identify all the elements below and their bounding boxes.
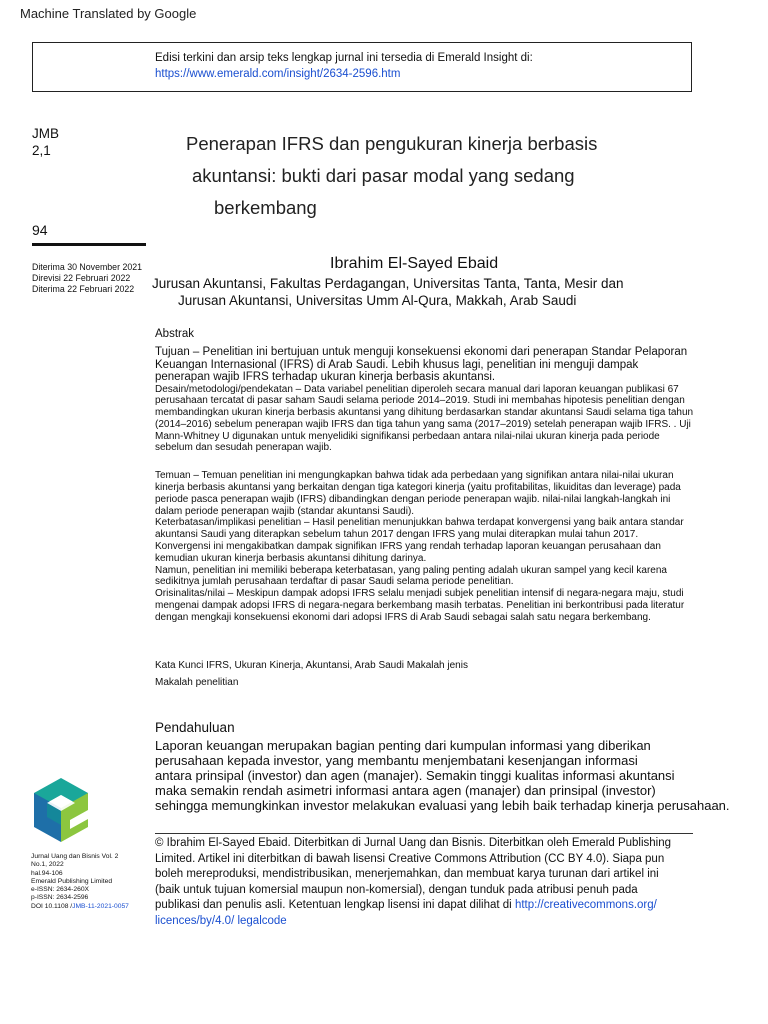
copyright-line: boleh mereproduksi, mendistribusikan, menerjemahkan, dan membuat karya turunan dari artikel ini — [155, 868, 659, 880]
emerald-publishing-logo-icon — [30, 776, 92, 846]
date-received: Diterima 30 November 2021 — [32, 262, 143, 272]
introduction-body — [155, 738, 765, 813]
copyright-line: Limited. Artikel ini diterbitkan di bawah lisensi Creative Commons Attribution (CC BY 4.0). Siapa pun — [155, 852, 665, 865]
abstract-originality: Orisinalitas/nilai – Meskipun dampak adopsi IFRS selalu menjadi subjek penelitian intensif di negara-negara maju, studi mengenai dampak adopsi IFRS di negara-negara berkembang masih terbatas. Penelitian ini berkontribusi pada literatur dengan mengkaji konsekuensi ekonomi dari adopsi IFRS di Arab Saudi sebagai salah satu negara berkembang. — [155, 588, 685, 623]
abstract-findings: Temuan – Temuan penelitian ini mengungkapkan bahwa tidak ada perbedaan yang signifikan antara nilai-nilai ukuran kinerja berbasis akuntansi yang berkaitan dengan tiga kategori kinerja (yaitu profitabilitas, likuiditas dan leverage) pada periode pasca penerapan wajib (IFRS) dibandingkan dengan periode penerapan wajib. nilai-nilai langkah-langkah ini dalam periode penerapan wajib (standar akuntansi Saudi). — [155, 470, 681, 517]
abstract-design: Desain/metodologi/pendekatan – Data variabel penelitian diperoleh secara manual dari laporan keuangan publikasi 67 perusahaan tercatat di pasar saham Saudi selama periode 2014–2019. Studi ini membahas hipotesis penelitian dengan membandingkan ukuran kinerja berbasis akuntansi yang dihitung berdasarkan standar akuntansi Saudi selama tiga tahun (2014–2016) sebelum penerapan wajib IFRS dan tiga tahun yang sama (2017–2019) setelah penerapan wajib IFRS. . Uji Mann-Whitney U digunakan untuk menyelidiki signifikansi perbedaan antara nilai-nilai ukuran kinerja pada periode sebelum dan sesudah penerapan wajib. — [155, 383, 694, 454]
page-number: 94 — [32, 222, 48, 238]
footnote-divider — [155, 833, 693, 834]
availability-notice — [32, 42, 692, 92]
paper-type: Makalah penelitian — [155, 677, 239, 688]
journal-volume: 2,1 — [32, 143, 51, 158]
journal-info-line: Emerald Publishing Limited — [31, 877, 113, 885]
submission-dates — [32, 262, 142, 295]
doi-line — [31, 903, 151, 911]
intro-line: perusahaan kepada investor, yang membantu menjembatani kesenjangan informasi — [155, 753, 638, 768]
date-revised: Direvisi 22 Februari 2022 — [32, 273, 131, 283]
abstract-implications: Keterbatasan/implikasi penelitian – Hasil penelitian menunjukkan bahwa terdapat konvergensi yang baik antara standar akuntansi Saudi yang diterapkan sebelum tahun 2017 dengan IFRS yang mulai diterapkan mulai tahun 2017. Konvergensi ini mengakibatkan dampak signifikan IFRS yang rendah terhadap laporan keuangan perusahaan dan kemudian ukuran kinerja berbasis akuntansi dihitung darinya. — [155, 517, 684, 564]
doi-link[interactable]: JMB-11-2021-0057 — [72, 902, 129, 910]
affiliation-line: Jurusan Akuntansi, Universitas Umm Al-Qura, Makkah, Arab Saudi — [178, 293, 577, 308]
abstract-body — [155, 346, 695, 624]
article-title — [186, 128, 656, 224]
abstract-purpose: Tujuan – Penelitian ini bertujuan untuk menguji konsekuensi ekonomi dari penerapan Standar Pelaporan Keuangan Internasional (IFRS) di Arab Saudi. Lebih khusus lagi, penelitian ini menguji dampak penerapan wajib IFRS terhadap ukuran kinerja berbasis akuntansi. — [155, 346, 688, 383]
journal-code — [32, 125, 59, 159]
journal-info-line: p-ISSN: 2634-2596 — [31, 894, 89, 902]
date-accepted: Diterima 22 Februari 2022 — [32, 284, 135, 294]
journal-info-line: Jurnal Uang dan Bisnis Vol. 2 — [31, 853, 119, 860]
title-line: berkembang — [214, 197, 317, 218]
notice-text: Edisi terkini dan arsip teks lengkap jurnal ini tersedia di Emerald Insight di: — [155, 52, 533, 64]
copyright-line: (baik untuk tujuan komersial maupun non-komersial), dengan tunduk pada atribusi penuh pada — [155, 883, 638, 896]
journal-info — [31, 853, 151, 911]
intro-line: antara prinsipal (investor) dan agen (manajer). Semakin tinggi kualitas informasi akuntansi — [155, 768, 675, 783]
intro-line: Laporan keuangan merupakan bagian penting dari kumpulan informasi yang diberikan — [155, 738, 651, 753]
copyright-notice — [155, 836, 700, 929]
introduction-heading: Pendahuluan — [155, 720, 235, 735]
author-name: Ibrahim El-Sayed Ebaid — [330, 255, 499, 272]
author-affiliation — [152, 275, 702, 309]
license-link-continued[interactable]: licences/by/4.0/ legalcode — [155, 914, 287, 927]
journal-abbrev: JMB — [32, 126, 59, 141]
notice-link[interactable]: https://www.emerald.com/insight/2634-2596.htm — [155, 68, 401, 80]
license-link[interactable]: http://creativecommons.org/ — [514, 899, 657, 911]
copyright-line — [155, 898, 700, 914]
doi-prefix: DOI 10.1108 / — [31, 902, 73, 910]
copyright-line: © Ibrahim El-Sayed Ebaid. Diterbitkan di Jurnal Uang dan Bisnis. Diterbitkan oleh Emerald Publishing — [155, 837, 672, 849]
machine-translated-banner: Machine Translated by Google — [20, 6, 197, 21]
divider — [32, 243, 146, 246]
copyright-text: publikasi dan penulis asli. Ketentuan lengkap lisensi ini dapat dilihat di — [155, 899, 515, 911]
journal-info-line: hal.94-106 — [31, 869, 63, 877]
journal-info-line: e-ISSN: 2634-260X — [31, 886, 89, 894]
title-line: Penerapan IFRS dan pengukuran kinerja berbasis — [186, 133, 598, 154]
journal-info-line: No.1, 2022 — [31, 861, 64, 869]
keywords: Kata Kunci IFRS, Ukuran Kinerja, Akuntansi, Arab Saudi Makalah jenis — [155, 660, 468, 671]
abstract-limitations: Namun, penelitian ini memiliki beberapa keterbatasan, yang paling penting adalah ukuran sampel yang kecil karena sedikitnya jumlah perusahaan terdaftar di pasar Saudi selama periode penelitian. — [155, 564, 667, 588]
abstract-heading: Abstrak — [155, 328, 194, 340]
affiliation-line: Jurusan Akuntansi, Fakultas Perdagangan, Universitas Tanta, Tanta, Mesir dan — [152, 276, 624, 291]
intro-line: sehingga memungkinkan investor melakukan evaluasi yang lebih baik terhadap kinerja perusahaan. — [155, 798, 730, 813]
intro-line: maka semakin rendah asimetri informasi antara agen (manajer) dan prinsipal (investor) — [155, 783, 656, 798]
title-line: akuntansi: bukti dari pasar modal yang sedang — [192, 165, 575, 186]
